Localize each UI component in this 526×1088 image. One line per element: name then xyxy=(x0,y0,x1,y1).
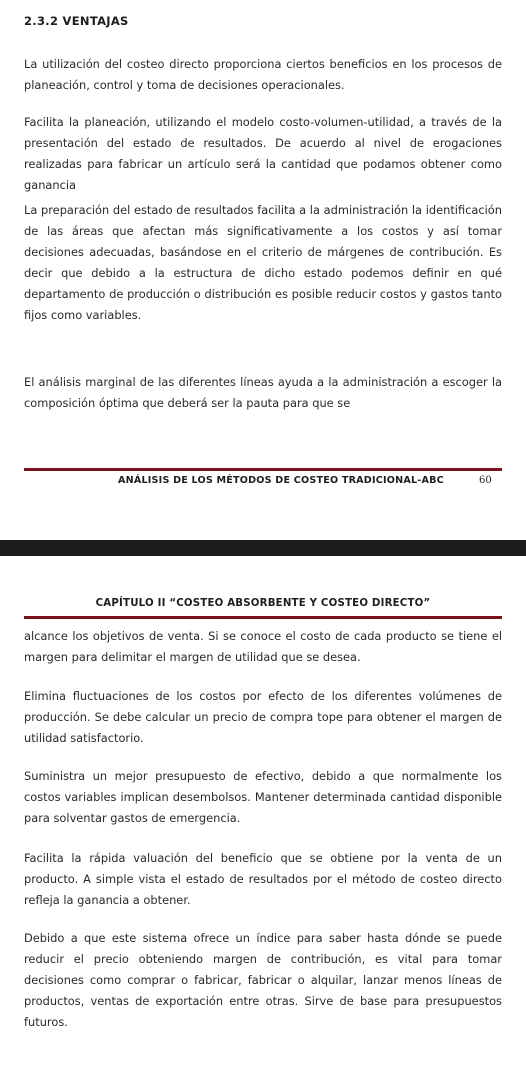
paragraph-fluctuations: Elimina fluctuaciones de los costos por efecto de los diferentes volúmenes de producción. Se debe calcular un precio de compra tope para obtener el margen de utilidad satisfactorio. xyxy=(24,689,502,745)
footer-divider xyxy=(24,468,502,471)
page-number: 60 xyxy=(479,475,492,486)
paragraph-planning: Facilita la planeación, utilizando el modelo costo-volumen-utilidad, a través de la presentación del estado de resultados. De acuerdo al nivel de erogaciones realizadas para fabricar un artículo será la cantidad que podamos obtener como ganancia xyxy=(24,115,502,192)
header-divider xyxy=(24,616,502,619)
paragraph-marginal-analysis: El análisis marginal de las diferentes líneas ayuda a la administración a escoger la composición óptima que deberá ser la pauta para que se xyxy=(24,375,502,410)
section-heading: 2.3.2 VENTAJAS xyxy=(24,14,129,28)
page-footer-title: ANÁLISIS DE LOS MÉTODOS DE COSTEO TRADICIONAL-ABC xyxy=(118,475,444,486)
chapter-header: CAPÍTULO II “COSTEO ABSORBENTE Y COSTEO DIRECTO” xyxy=(95,598,431,609)
paragraph-intro: La utilización del costeo directo proporciona ciertos beneficios en los procesos de planeación, control y toma de decisiones operacionales. xyxy=(24,57,502,92)
page-separator xyxy=(0,540,526,556)
paragraph-income-statement: La preparación del estado de resultados facilita a la administración la identificación de las áreas que afectan más significativamente a los costos y así tomar decisiones adecuadas, basándose en el criterio de márgenes de contribución. Es decir que debido a la estructura de dicho estado podemos definir en qué departamento de producción o distribución es posible reducir costos y gastos tanto fijos como variables. xyxy=(24,203,502,322)
paragraph-cash-budget: Suministra un mejor presupuesto de efectivo, debido a que normalmente los costos variables implican desembolsos. Mantener determinada cantidad disponible para solventar gastos de emergencia. xyxy=(24,769,502,825)
paragraph-pricing-index: Debido a que este sistema ofrece un índice para saber hasta dónde se puede reducir el precio obteniendo margen de contribución, es vital para tomar decisiones como comprar o fabricar, fabricar o alquilar, lanzar menos líneas de productos, ventas de exportación entre otras. Sirve de base para presupuestos futuros. xyxy=(24,931,502,1029)
paragraph-valuation: Facilita la rápida valuación del beneficio que se obtiene por la venta de un producto. A simple vista el estado de resultados por el método de costeo directo refleja la ganancia a obtener. xyxy=(24,851,502,907)
document-page-60 xyxy=(0,0,526,540)
document-page-61 xyxy=(0,556,526,1088)
paragraph-sales-objectives: alcance los objetivos de venta. Si se conoce el costo de cada producto se tiene el margen para delimitar el margen de utilidad que se desea. xyxy=(24,629,502,664)
